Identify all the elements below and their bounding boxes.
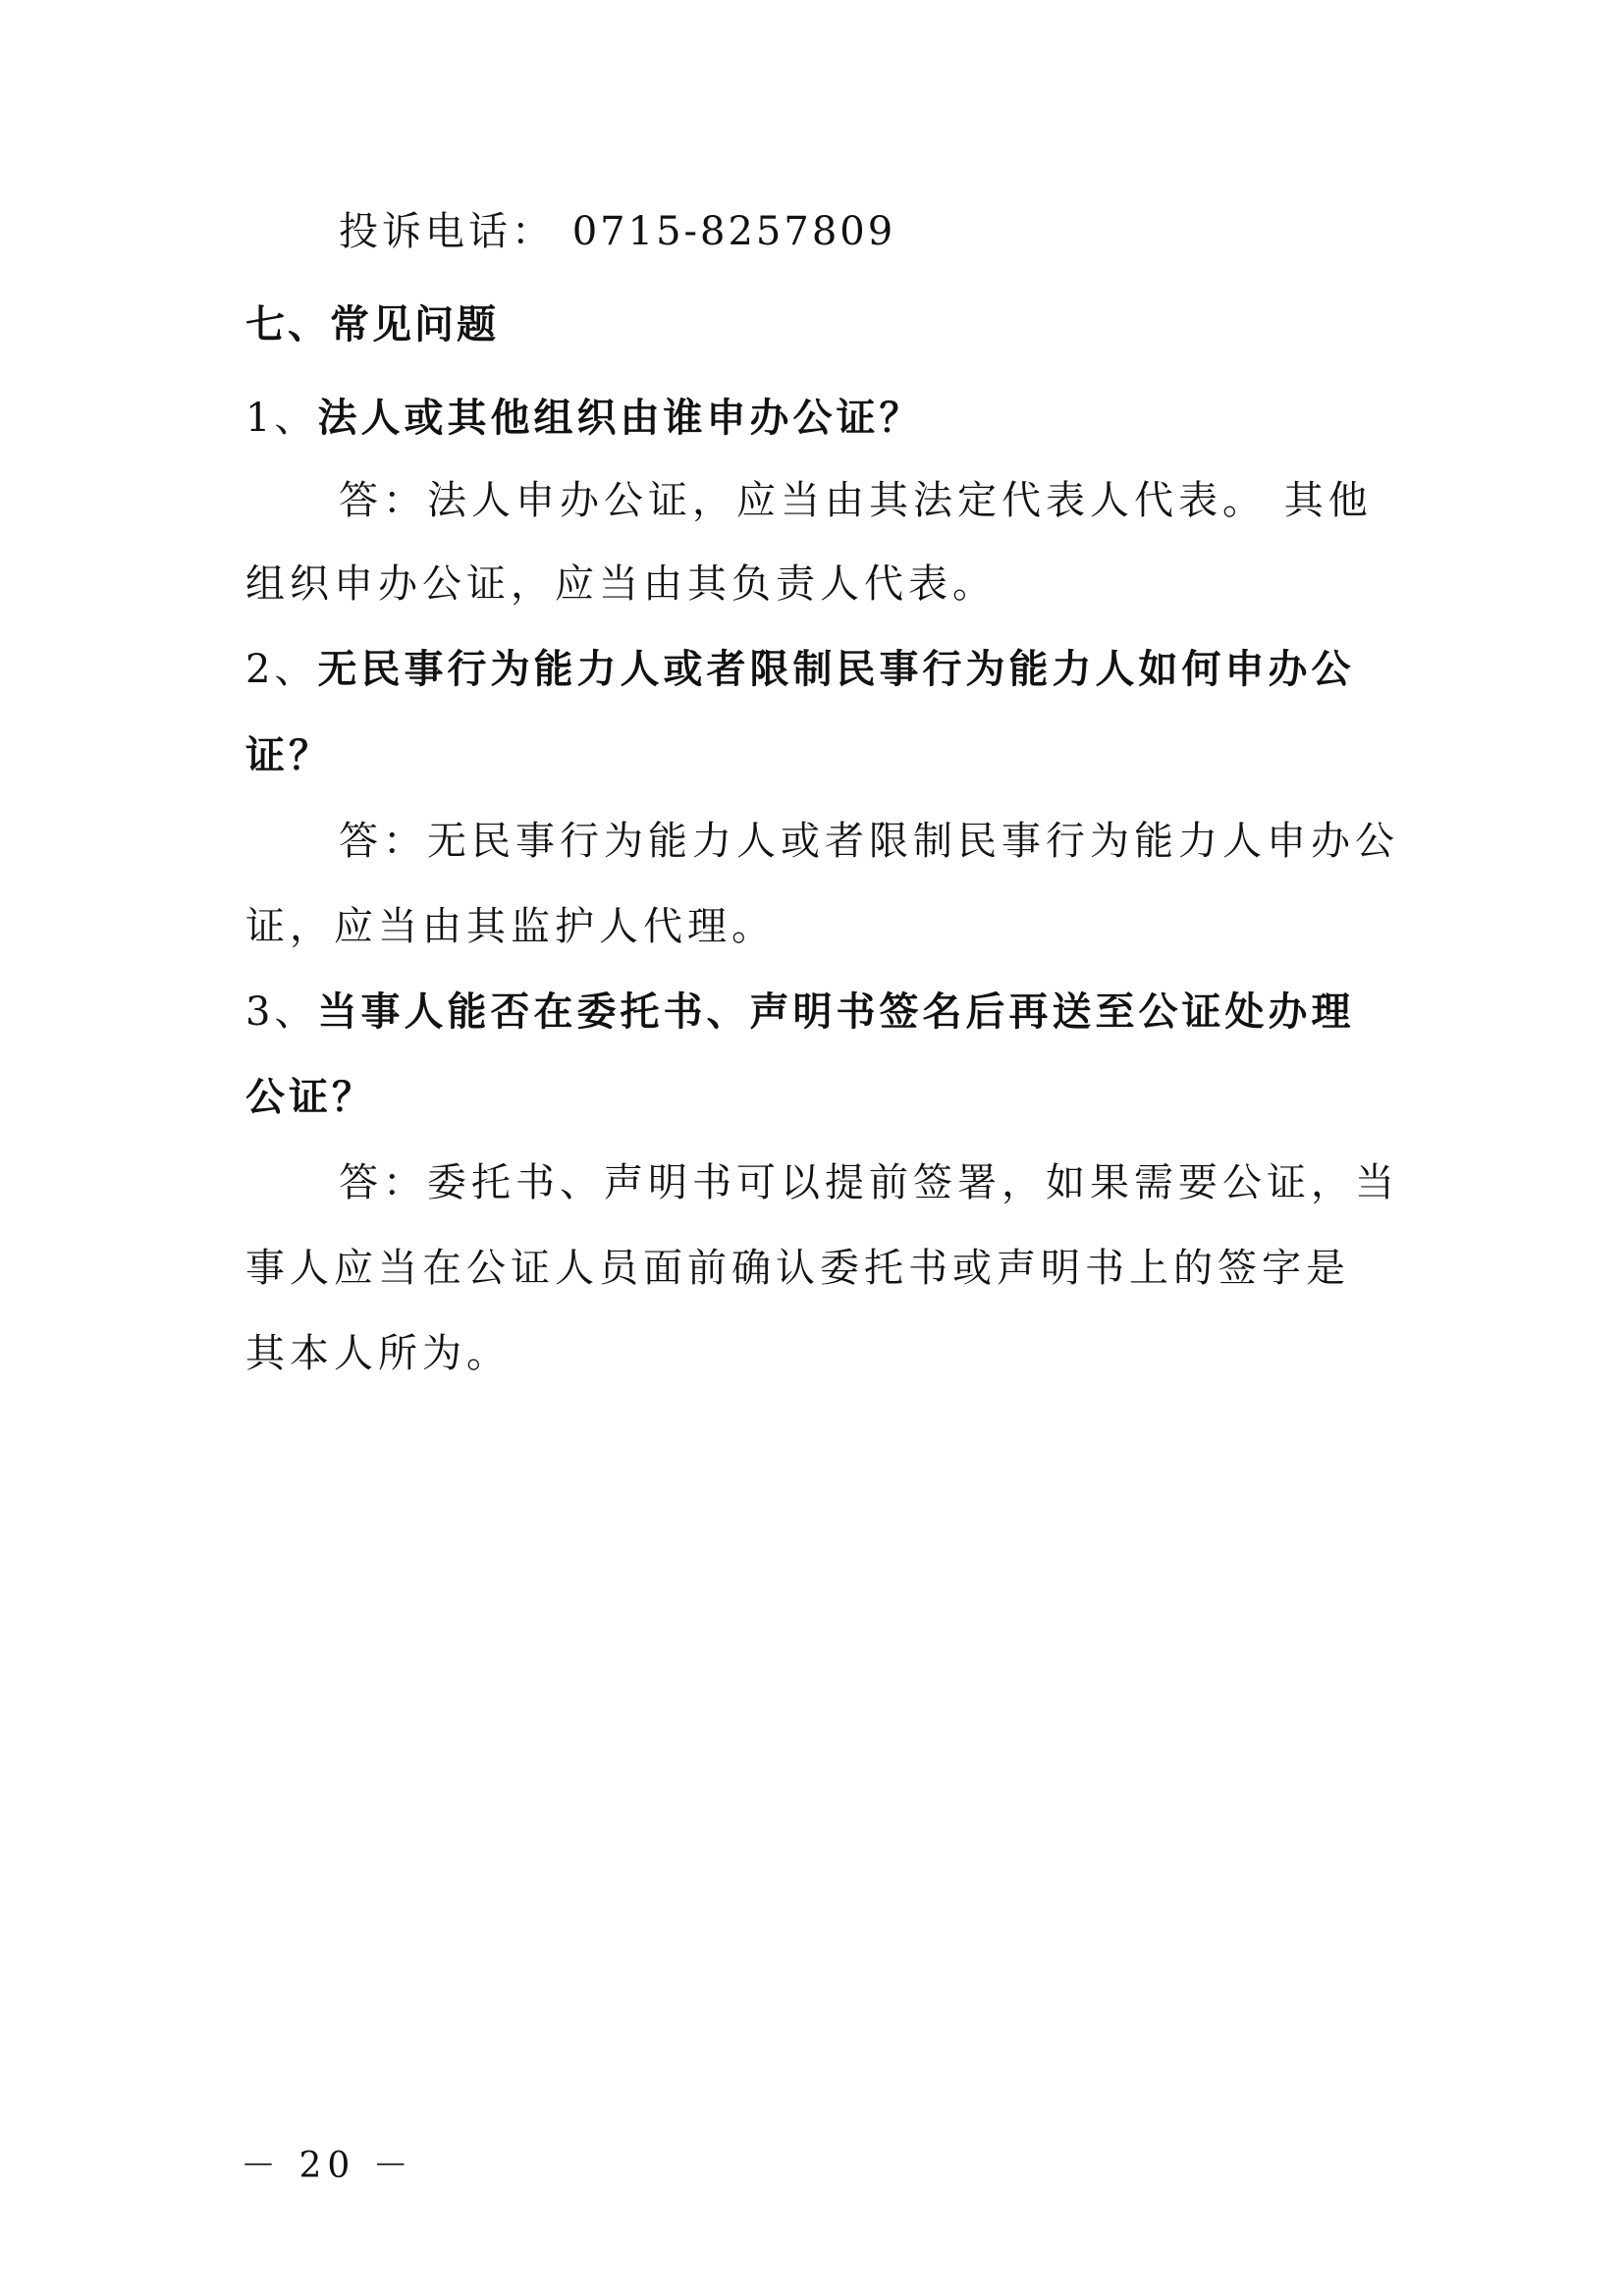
- complaint-phone-number: 0715-8257809: [571, 209, 896, 254]
- faq-answer-1-line-1: 答：法人申办公证，应当由其法定代表人代表。 其他: [339, 478, 1373, 523]
- complaint-phone-line: [339, 204, 1488, 259]
- faq-question-3-number: 3、: [245, 989, 318, 1035]
- faq-answer-1-line-2: 组织申办公证，应当由其负责人代表。: [245, 561, 997, 607]
- section-title: 七、常见问题: [245, 302, 499, 347]
- faq-question-2-text-line-1: 无民事行为能力人或者限制民事行为能力人如何申办公: [317, 647, 1355, 692]
- faq-question-2-line-1: [245, 642, 1394, 697]
- faq-question-3-text-line-1: 当事人能否在委托书、声明书签名后再送至公证处办理: [317, 989, 1355, 1035]
- faq-question-3-line-2: 公证？: [245, 1075, 375, 1120]
- faq-question-1-number: 1、: [245, 396, 318, 441]
- faq-answer-2-line-1: 答：无民事行为能力人或者限制民事行为能力人申办公: [339, 819, 1399, 864]
- faq-question-1-text: 法人或其他组织由谁申办公证？: [317, 396, 923, 441]
- faq-question-2-line-2: 证？: [245, 733, 332, 778]
- faq-answer-3-line-3: 其本人所为。: [245, 1331, 511, 1376]
- faq-answer-3-line-2: 事人应当在公证人员面前确认委托书或声明书上的签字是: [245, 1246, 1350, 1291]
- faq-answer-3-line-1: 答：委托书、声明书可以提前签署，如果需要公证，当: [339, 1160, 1399, 1205]
- page-number: － 20 －: [241, 2146, 414, 2186]
- complaint-phone-label: 投诉电话：: [339, 209, 555, 254]
- faq-question-3-line-1: [245, 985, 1394, 1040]
- faq-question-2-number: 2、: [245, 647, 318, 692]
- faq-answer-2-line-2: 证，应当由其监护人代理。: [245, 904, 776, 949]
- faq-question-1: [245, 391, 1394, 446]
